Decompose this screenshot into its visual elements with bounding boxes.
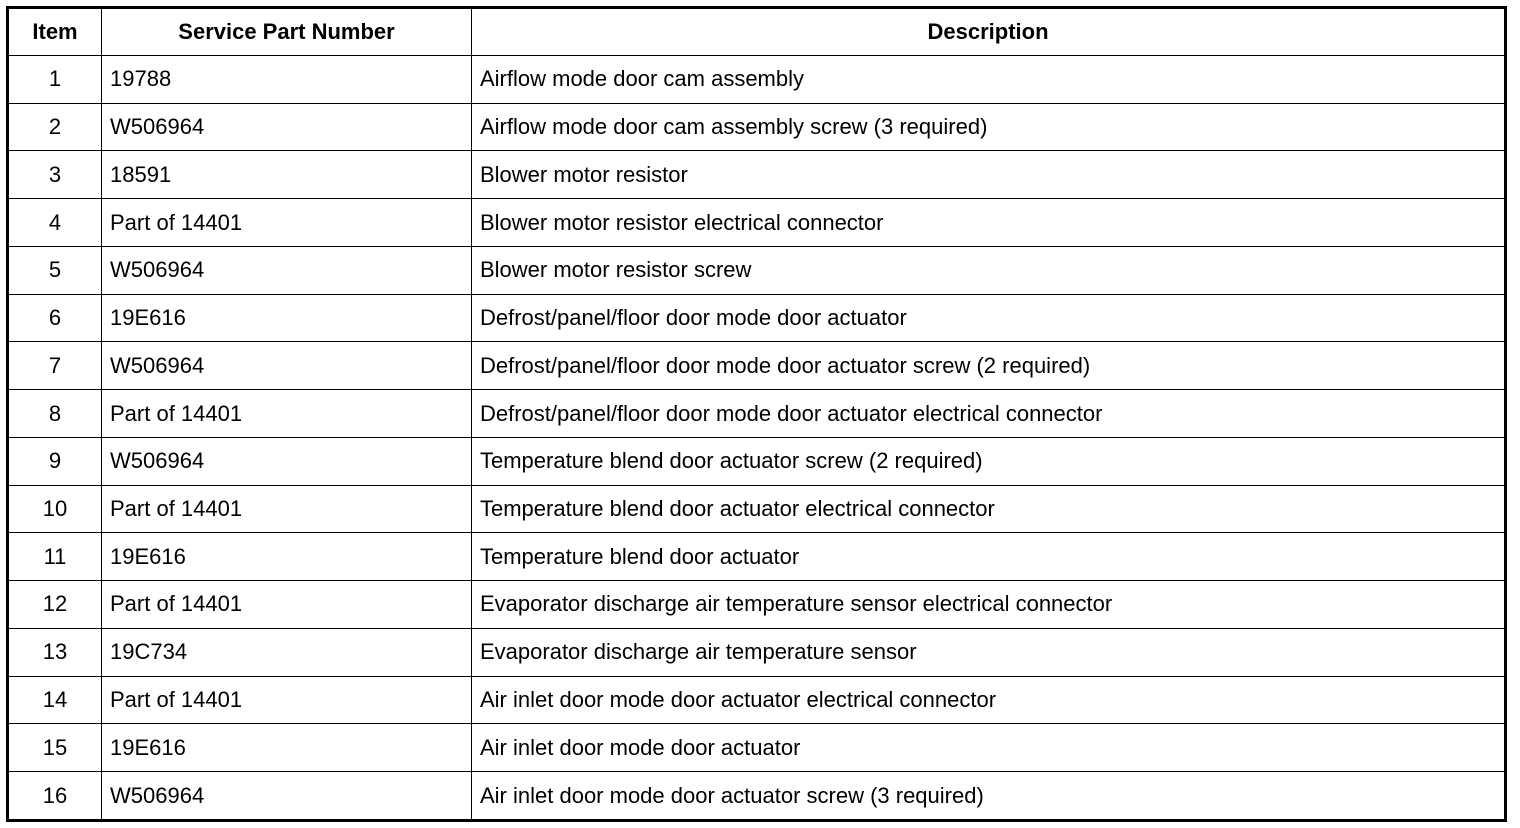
table-row	[8, 390, 1506, 438]
part-number-cell: W506964	[102, 342, 472, 390]
description-cell: Airflow mode door cam assembly screw (3 required)	[472, 103, 1506, 151]
item-cell: 12	[8, 581, 102, 629]
part-number-cell: Part of 14401	[102, 390, 472, 438]
part-number-cell: Part of 14401	[102, 676, 472, 724]
description-cell: Temperature blend door actuator electrical connector	[472, 485, 1506, 533]
part-number-cell: Part of 14401	[102, 485, 472, 533]
item-cell: 6	[8, 294, 102, 342]
header-row	[8, 8, 1506, 56]
description-cell: Air inlet door mode door actuator electrical connector	[472, 676, 1506, 724]
header-item: Item	[8, 8, 102, 56]
item-cell: 2	[8, 103, 102, 151]
table-row	[8, 676, 1506, 724]
description-cell: Evaporator discharge air temperature sensor	[472, 628, 1506, 676]
table-row	[8, 581, 1506, 629]
item-cell: 4	[8, 199, 102, 247]
table-row	[8, 294, 1506, 342]
table-row	[8, 342, 1506, 390]
item-cell: 10	[8, 485, 102, 533]
table-row	[8, 772, 1506, 821]
description-cell: Defrost/panel/floor door mode door actuator screw (2 required)	[472, 342, 1506, 390]
table-row	[8, 533, 1506, 581]
description-cell: Blower motor resistor electrical connector	[472, 199, 1506, 247]
table-header	[8, 8, 1506, 56]
item-cell: 14	[8, 676, 102, 724]
part-number-cell: Part of 14401	[102, 199, 472, 247]
description-cell: Defrost/panel/floor door mode door actuator electrical connector	[472, 390, 1506, 438]
item-cell: 8	[8, 390, 102, 438]
description-cell: Blower motor resistor	[472, 151, 1506, 199]
table-row	[8, 199, 1506, 247]
part-number-cell: W506964	[102, 103, 472, 151]
description-cell: Defrost/panel/floor door mode door actuator	[472, 294, 1506, 342]
item-cell: 16	[8, 772, 102, 821]
item-cell: 5	[8, 246, 102, 294]
item-cell: 13	[8, 628, 102, 676]
table-body	[8, 56, 1506, 821]
part-number-cell: W506964	[102, 772, 472, 821]
item-cell: 7	[8, 342, 102, 390]
description-cell: Temperature blend door actuator screw (2 required)	[472, 437, 1506, 485]
parts-table	[6, 6, 1507, 822]
table-row	[8, 103, 1506, 151]
part-number-cell: 18591	[102, 151, 472, 199]
table-row	[8, 724, 1506, 772]
table-row	[8, 56, 1506, 104]
part-number-cell: 19E616	[102, 533, 472, 581]
item-cell: 9	[8, 437, 102, 485]
description-cell: Airflow mode door cam assembly	[472, 56, 1506, 104]
description-cell: Air inlet door mode door actuator	[472, 724, 1506, 772]
item-cell: 15	[8, 724, 102, 772]
table-row	[8, 628, 1506, 676]
part-number-cell: 19C734	[102, 628, 472, 676]
table-row	[8, 485, 1506, 533]
table-row	[8, 437, 1506, 485]
part-number-cell: W506964	[102, 437, 472, 485]
item-cell: 3	[8, 151, 102, 199]
header-service-part-number: Service Part Number	[102, 8, 472, 56]
description-cell: Evaporator discharge air temperature sensor electrical connector	[472, 581, 1506, 629]
item-cell: 1	[8, 56, 102, 104]
table-row	[8, 151, 1506, 199]
part-number-cell: W506964	[102, 246, 472, 294]
description-cell: Temperature blend door actuator	[472, 533, 1506, 581]
item-cell: 11	[8, 533, 102, 581]
description-cell: Blower motor resistor screw	[472, 246, 1506, 294]
part-number-cell: 19E616	[102, 724, 472, 772]
header-description: Description	[472, 8, 1506, 56]
part-number-cell: 19788	[102, 56, 472, 104]
description-cell: Air inlet door mode door actuator screw (3 required)	[472, 772, 1506, 821]
part-number-cell: Part of 14401	[102, 581, 472, 629]
part-number-cell: 19E616	[102, 294, 472, 342]
table-row	[8, 246, 1506, 294]
